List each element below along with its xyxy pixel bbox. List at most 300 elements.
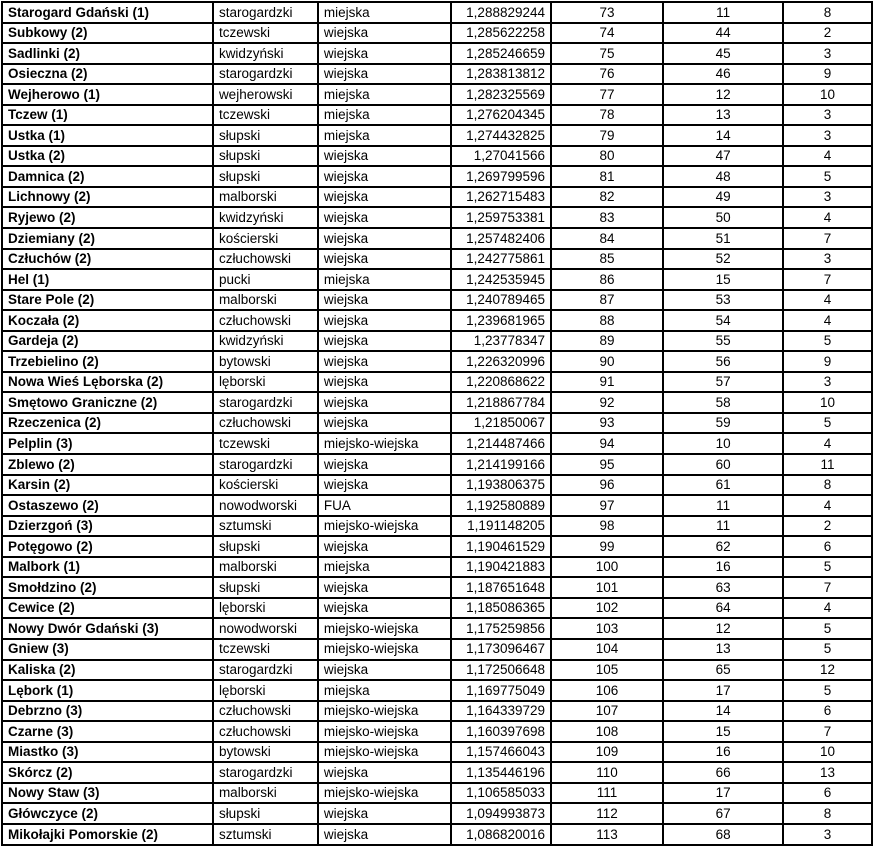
cell-group-rank: 60 [663, 454, 783, 475]
cell-type: miejska [318, 125, 451, 146]
cell-type: wiejska [318, 536, 451, 557]
cell-group-rank: 51 [663, 228, 783, 249]
cell-group-rank: 13 [663, 105, 783, 126]
cell-name: Koczała (2) [2, 310, 213, 331]
table-row [2, 23, 872, 44]
cell-group-rank: 66 [663, 762, 783, 783]
cell-group-rank: 15 [663, 269, 783, 290]
cell-district: lęborski [213, 598, 318, 619]
cell-name: Smołdzino (2) [2, 577, 213, 598]
cell-name: Stare Pole (2) [2, 290, 213, 311]
cell-type: wiejska [318, 824, 451, 845]
cell-group-rank: 53 [663, 290, 783, 311]
cell-count: 3 [783, 43, 872, 64]
cell-value: 1,190421883 [451, 557, 551, 578]
cell-count: 7 [783, 721, 872, 742]
table-row [2, 433, 872, 454]
cell-value: 1,239681965 [451, 310, 551, 331]
cell-value: 1,269799596 [451, 166, 551, 187]
cell-rank: 107 [551, 701, 663, 722]
cell-district: człuchowski [213, 721, 318, 742]
cell-count: 8 [783, 475, 872, 496]
cell-value: 1,257482406 [451, 228, 551, 249]
cell-count: 5 [783, 639, 872, 660]
cell-count: 5 [783, 331, 872, 352]
cell-count: 3 [783, 125, 872, 146]
cell-rank: 108 [551, 721, 663, 742]
table-row [2, 351, 872, 372]
cell-district: słupski [213, 125, 318, 146]
cell-value: 1,285622258 [451, 23, 551, 44]
table-row [2, 125, 872, 146]
cell-rank: 102 [551, 598, 663, 619]
cell-district: nowodworski [213, 618, 318, 639]
cell-name: Lębork (1) [2, 680, 213, 701]
cell-district: starogardzki [213, 2, 318, 23]
cell-type: wiejska [318, 454, 451, 475]
cell-rank: 110 [551, 762, 663, 783]
cell-group-rank: 14 [663, 125, 783, 146]
table-row [2, 166, 872, 187]
cell-type: wiejska [318, 23, 451, 44]
cell-count: 6 [783, 536, 872, 557]
cell-value: 1,157466043 [451, 742, 551, 763]
cell-value: 1,172506648 [451, 660, 551, 681]
cell-value: 1,276204345 [451, 105, 551, 126]
cell-name: Główczyce (2) [2, 803, 213, 824]
cell-name: Człuchów (2) [2, 249, 213, 270]
table-row [2, 310, 872, 331]
table-row [2, 762, 872, 783]
cell-count: 11 [783, 454, 872, 475]
cell-type: miejska [318, 680, 451, 701]
cell-name: Subkowy (2) [2, 23, 213, 44]
cell-type: wiejska [318, 146, 451, 167]
cell-rank: 77 [551, 84, 663, 105]
table-row [2, 660, 872, 681]
table-row [2, 187, 872, 208]
cell-rank: 98 [551, 516, 663, 537]
cell-group-rank: 44 [663, 23, 783, 44]
cell-type: wiejska [318, 351, 451, 372]
table-row [2, 803, 872, 824]
cell-name: Nowy Staw (3) [2, 783, 213, 804]
table-row [2, 454, 872, 475]
cell-type: wiejska [318, 331, 451, 352]
cell-rank: 97 [551, 495, 663, 516]
cell-name: Sadlinki (2) [2, 43, 213, 64]
cell-district: słupski [213, 577, 318, 598]
table-row [2, 701, 872, 722]
cell-district: człuchowski [213, 413, 318, 434]
cell-value: 1,164339729 [451, 701, 551, 722]
cell-count: 7 [783, 228, 872, 249]
cell-name: Pelplin (3) [2, 433, 213, 454]
cell-rank: 93 [551, 413, 663, 434]
cell-value: 1,086820016 [451, 824, 551, 845]
table-row [2, 618, 872, 639]
cell-rank: 87 [551, 290, 663, 311]
cell-district: kościerski [213, 475, 318, 496]
cell-name: Ostaszewo (2) [2, 495, 213, 516]
cell-group-rank: 59 [663, 413, 783, 434]
cell-group-rank: 46 [663, 64, 783, 85]
cell-group-rank: 12 [663, 84, 783, 105]
cell-rank: 79 [551, 125, 663, 146]
cell-name: Trzebielino (2) [2, 351, 213, 372]
table-row [2, 557, 872, 578]
cell-group-rank: 17 [663, 680, 783, 701]
cell-rank: 74 [551, 23, 663, 44]
cell-count: 8 [783, 2, 872, 23]
table-row [2, 290, 872, 311]
cell-count: 10 [783, 392, 872, 413]
cell-rank: 91 [551, 372, 663, 393]
cell-name: Nowy Dwór Gdański (3) [2, 618, 213, 639]
cell-district: starogardzki [213, 64, 318, 85]
cell-type: miejsko-wiejska [318, 433, 451, 454]
cell-district: malborski [213, 187, 318, 208]
cell-value: 1,187651648 [451, 577, 551, 598]
cell-type: wiejska [318, 762, 451, 783]
cell-count: 4 [783, 598, 872, 619]
cell-rank: 85 [551, 249, 663, 270]
cell-type: wiejska [318, 64, 451, 85]
cell-value: 1,185086365 [451, 598, 551, 619]
cell-rank: 89 [551, 331, 663, 352]
cell-group-rank: 56 [663, 351, 783, 372]
cell-count: 3 [783, 372, 872, 393]
cell-rank: 84 [551, 228, 663, 249]
cell-count: 2 [783, 23, 872, 44]
cell-name: Lichnowy (2) [2, 187, 213, 208]
cell-count: 4 [783, 207, 872, 228]
cell-rank: 101 [551, 577, 663, 598]
cell-district: człuchowski [213, 249, 318, 270]
cell-district: wejherowski [213, 84, 318, 105]
cell-group-rank: 65 [663, 660, 783, 681]
cell-rank: 81 [551, 166, 663, 187]
cell-name: Gniew (3) [2, 639, 213, 660]
cell-group-rank: 12 [663, 618, 783, 639]
cell-group-rank: 68 [663, 824, 783, 845]
cell-name: Wejherowo (1) [2, 84, 213, 105]
cell-type: miejska [318, 269, 451, 290]
cell-type: miejsko-wiejska [318, 516, 451, 537]
table-row [2, 249, 872, 270]
cell-name: Skórcz (2) [2, 762, 213, 783]
cell-count: 3 [783, 105, 872, 126]
cell-name: Zblewo (2) [2, 454, 213, 475]
cell-group-rank: 58 [663, 392, 783, 413]
cell-type: wiejska [318, 392, 451, 413]
cell-count: 3 [783, 187, 872, 208]
table-body [2, 2, 872, 845]
cell-rank: 112 [551, 803, 663, 824]
cell-group-rank: 64 [663, 598, 783, 619]
cell-value: 1,135446196 [451, 762, 551, 783]
cell-count: 7 [783, 269, 872, 290]
cell-group-rank: 10 [663, 433, 783, 454]
cell-district: starogardzki [213, 392, 318, 413]
cell-rank: 94 [551, 433, 663, 454]
cell-type: wiejska [318, 290, 451, 311]
cell-rank: 105 [551, 660, 663, 681]
cell-count: 5 [783, 166, 872, 187]
table-row [2, 43, 872, 64]
table-row [2, 146, 872, 167]
cell-type: miejsko-wiejska [318, 742, 451, 763]
cell-rank: 73 [551, 2, 663, 23]
cell-count: 3 [783, 824, 872, 845]
cell-type: wiejska [318, 187, 451, 208]
cell-count: 10 [783, 742, 872, 763]
cell-rank: 83 [551, 207, 663, 228]
cell-group-rank: 50 [663, 207, 783, 228]
cell-count: 12 [783, 660, 872, 681]
cell-name: Malbork (1) [2, 557, 213, 578]
municipality-table [1, 1, 873, 846]
cell-rank: 80 [551, 146, 663, 167]
cell-name: Cewice (2) [2, 598, 213, 619]
cell-rank: 92 [551, 392, 663, 413]
cell-value: 1,160397698 [451, 721, 551, 742]
cell-type: miejsko-wiejska [318, 639, 451, 660]
cell-district: człuchowski [213, 310, 318, 331]
cell-count: 6 [783, 783, 872, 804]
cell-name: Tczew (1) [2, 105, 213, 126]
cell-rank: 95 [551, 454, 663, 475]
cell-name: Ustka (1) [2, 125, 213, 146]
cell-district: starogardzki [213, 454, 318, 475]
cell-group-rank: 45 [663, 43, 783, 64]
cell-group-rank: 52 [663, 249, 783, 270]
cell-count: 3 [783, 249, 872, 270]
table-row [2, 783, 872, 804]
cell-rank: 75 [551, 43, 663, 64]
table-row [2, 64, 872, 85]
cell-value: 1,285246659 [451, 43, 551, 64]
cell-value: 1,220868622 [451, 372, 551, 393]
cell-district: lęborski [213, 680, 318, 701]
cell-rank: 88 [551, 310, 663, 331]
cell-district: malborski [213, 290, 318, 311]
cell-value: 1,242775861 [451, 249, 551, 270]
cell-group-rank: 13 [663, 639, 783, 660]
cell-count: 4 [783, 290, 872, 311]
cell-count: 5 [783, 557, 872, 578]
cell-name: Ryjewo (2) [2, 207, 213, 228]
cell-district: sztumski [213, 516, 318, 537]
cell-rank: 82 [551, 187, 663, 208]
table-row [2, 680, 872, 701]
cell-name: Osieczna (2) [2, 64, 213, 85]
cell-value: 1,190461529 [451, 536, 551, 557]
cell-district: malborski [213, 557, 318, 578]
cell-type: miejska [318, 557, 451, 578]
cell-type: miejsko-wiejska [318, 701, 451, 722]
cell-value: 1,282325569 [451, 84, 551, 105]
cell-value: 1,274432825 [451, 125, 551, 146]
cell-type: wiejska [318, 310, 451, 331]
cell-group-rank: 16 [663, 742, 783, 763]
cell-district: sztumski [213, 824, 318, 845]
cell-group-rank: 67 [663, 803, 783, 824]
table-row [2, 721, 872, 742]
table-row [2, 516, 872, 537]
cell-district: starogardzki [213, 762, 318, 783]
cell-type: wiejska [318, 43, 451, 64]
cell-value: 1,193806375 [451, 475, 551, 496]
cell-type: wiejska [318, 207, 451, 228]
cell-name: Damnica (2) [2, 166, 213, 187]
cell-name: Dziemiany (2) [2, 228, 213, 249]
cell-group-rank: 55 [663, 331, 783, 352]
cell-type: wiejska [318, 475, 451, 496]
cell-district: bytowski [213, 742, 318, 763]
table-row [2, 207, 872, 228]
table-row [2, 392, 872, 413]
cell-group-rank: 63 [663, 577, 783, 598]
table-row [2, 639, 872, 660]
cell-count: 4 [783, 310, 872, 331]
cell-type: miejsko-wiejska [318, 783, 451, 804]
cell-district: słupski [213, 803, 318, 824]
cell-district: tczewski [213, 433, 318, 454]
cell-group-rank: 16 [663, 557, 783, 578]
cell-type: wiejska [318, 598, 451, 619]
cell-count: 5 [783, 680, 872, 701]
cell-rank: 109 [551, 742, 663, 763]
cell-rank: 90 [551, 351, 663, 372]
cell-name: Nowa Wieś Lęborska (2) [2, 372, 213, 393]
cell-value: 1,27041566 [451, 146, 551, 167]
cell-district: tczewski [213, 23, 318, 44]
cell-district: malborski [213, 783, 318, 804]
cell-value: 1,191148205 [451, 516, 551, 537]
cell-group-rank: 49 [663, 187, 783, 208]
cell-type: FUA [318, 495, 451, 516]
cell-value: 1,173096467 [451, 639, 551, 660]
cell-value: 1,094993873 [451, 803, 551, 824]
table-row [2, 2, 872, 23]
cell-value: 1,169775049 [451, 680, 551, 701]
cell-rank: 76 [551, 64, 663, 85]
cell-district: tczewski [213, 639, 318, 660]
cell-type: wiejska [318, 803, 451, 824]
cell-type: wiejska [318, 249, 451, 270]
cell-rank: 106 [551, 680, 663, 701]
cell-rank: 86 [551, 269, 663, 290]
cell-count: 4 [783, 146, 872, 167]
cell-type: wiejska [318, 228, 451, 249]
cell-value: 1,23778347 [451, 331, 551, 352]
cell-rank: 113 [551, 824, 663, 845]
cell-type: wiejska [318, 166, 451, 187]
cell-value: 1,240789465 [451, 290, 551, 311]
table-row [2, 105, 872, 126]
cell-value: 1,106585033 [451, 783, 551, 804]
cell-count: 6 [783, 701, 872, 722]
cell-district: pucki [213, 269, 318, 290]
table-row [2, 372, 872, 393]
cell-value: 1,192580889 [451, 495, 551, 516]
cell-value: 1,283813812 [451, 64, 551, 85]
cell-type: miejska [318, 2, 451, 23]
cell-group-rank: 11 [663, 2, 783, 23]
cell-group-rank: 11 [663, 495, 783, 516]
cell-count: 9 [783, 64, 872, 85]
cell-rank: 78 [551, 105, 663, 126]
table-row [2, 742, 872, 763]
table-row [2, 577, 872, 598]
cell-name: Dzierzgoń (3) [2, 516, 213, 537]
cell-count: 7 [783, 577, 872, 598]
cell-rank: 96 [551, 475, 663, 496]
table-row [2, 536, 872, 557]
cell-name: Smętowo Graniczne (2) [2, 392, 213, 413]
cell-value: 1,175259856 [451, 618, 551, 639]
cell-value: 1,262715483 [451, 187, 551, 208]
cell-count: 4 [783, 495, 872, 516]
table-row [2, 228, 872, 249]
cell-rank: 99 [551, 536, 663, 557]
cell-district: słupski [213, 166, 318, 187]
cell-count: 2 [783, 516, 872, 537]
cell-group-rank: 14 [663, 701, 783, 722]
table-row [2, 331, 872, 352]
cell-type: miejska [318, 84, 451, 105]
cell-district: bytowski [213, 351, 318, 372]
cell-group-rank: 54 [663, 310, 783, 331]
cell-name: Rzeczenica (2) [2, 413, 213, 434]
table-row [2, 598, 872, 619]
cell-value: 1,288829244 [451, 2, 551, 23]
cell-name: Debrzno (3) [2, 701, 213, 722]
cell-group-rank: 17 [663, 783, 783, 804]
cell-rank: 111 [551, 783, 663, 804]
cell-value: 1,21850067 [451, 413, 551, 434]
cell-district: kościerski [213, 228, 318, 249]
cell-name: Kaliska (2) [2, 660, 213, 681]
cell-group-rank: 57 [663, 372, 783, 393]
cell-rank: 103 [551, 618, 663, 639]
cell-district: kwidzyński [213, 43, 318, 64]
cell-district: lęborski [213, 372, 318, 393]
cell-group-rank: 11 [663, 516, 783, 537]
cell-type: miejsko-wiejska [318, 618, 451, 639]
cell-group-rank: 47 [663, 146, 783, 167]
cell-district: słupski [213, 146, 318, 167]
cell-type: miejsko-wiejska [318, 721, 451, 742]
cell-group-rank: 62 [663, 536, 783, 557]
cell-group-rank: 48 [663, 166, 783, 187]
cell-name: Miastko (3) [2, 742, 213, 763]
cell-count: 5 [783, 618, 872, 639]
cell-count: 5 [783, 413, 872, 434]
cell-name: Czarne (3) [2, 721, 213, 742]
cell-name: Gardeja (2) [2, 331, 213, 352]
cell-value: 1,214199166 [451, 454, 551, 475]
cell-name: Ustka (2) [2, 146, 213, 167]
cell-value: 1,242535945 [451, 269, 551, 290]
table-row [2, 269, 872, 290]
table-row [2, 475, 872, 496]
cell-count: 9 [783, 351, 872, 372]
cell-name: Hel (1) [2, 269, 213, 290]
cell-group-rank: 15 [663, 721, 783, 742]
cell-value: 1,214487466 [451, 433, 551, 454]
